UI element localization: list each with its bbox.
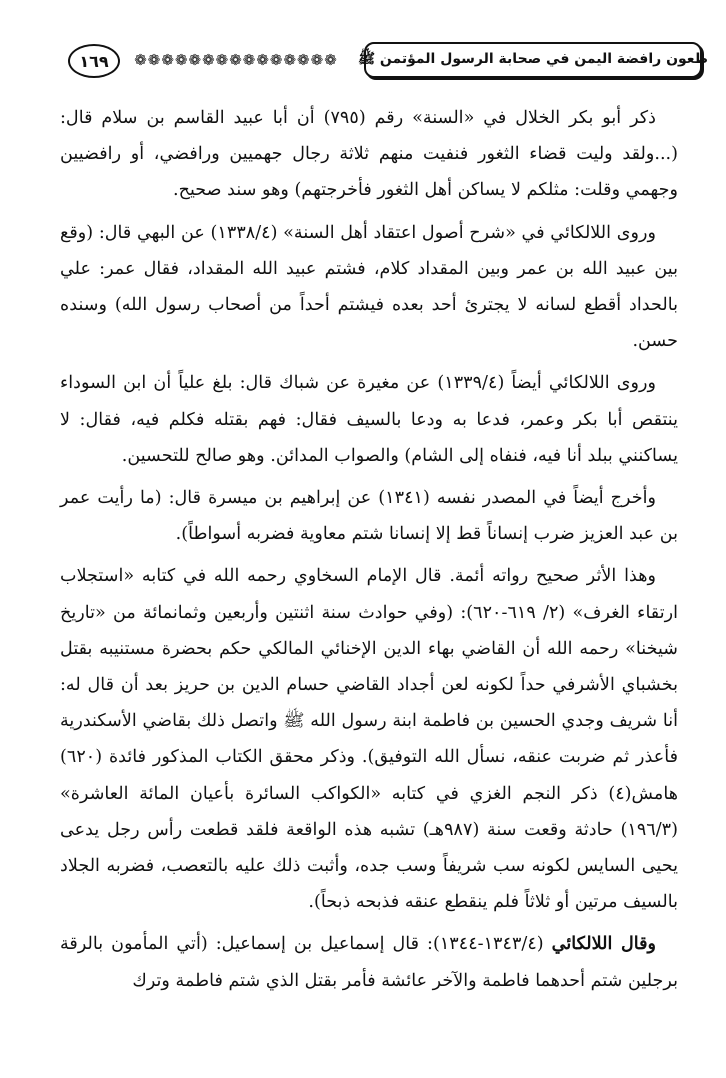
header-title-frame — [358, 42, 708, 78]
paragraph-6-lead: وقال اللالكائي — [551, 933, 656, 955]
paragraph-6 — [60, 926, 678, 998]
header-title: طعون رافضة اليمن في صحابة الرسول المؤتمن ﷺ — [358, 51, 708, 67]
page-number: ١٦٩ — [68, 44, 120, 78]
page-body — [60, 100, 678, 1005]
paragraph-6-text: (١٣٤٣/٤-١٣٤٤): قال إسماعيل بن إسماعيل: (أتي المأمون بالرقة برجلين شتم أحدهما فاطمة والآخر عائشة فأمر بقتل الذي شتم فاطمة وترك — [60, 934, 678, 991]
paragraph-3: وروى اللالكائي أيضاً (١٣٣٩/٤) عن مغيرة عن شباك قال: بلغ علياً أن ابن السوداء ينتقص أبا بكر وعمر، فدعا به ودعا بالسيف فقال: فهم بقتله فكلم فيه، فقال: لا يساكنني ببلد أنا فيه، فنفاه إلى الشام) والصواب المدائن. وهو صالح للتحسين. — [60, 373, 678, 466]
paragraph-2: وروى اللالكائي في «شرح أصول اعتقاد أهل السنة» (١٣٣٨/٤) عن البهي قال: (وقع بين عبيد الله بن عمر وبين المقداد كلام، فشتم عبيد الله المقداد، فقال عمر: علي بالحداد أقطع لسانه لا يجترئ أحد بعده فيشتم أحداً من أصحاب رسول الله) وسنده حسن. — [60, 222, 678, 352]
paragraph-1: ذكر أبو بكر الخلال في «السنة» رقم (٧٩٥) أن أبا عبيد القاسم بن سلام قال: (...ولقد وليت قضاء الثغور فنفيت منهم ثلاثة رجال جهميين ورافضي، أو رافضيين وجهمي وقلت: مثلكم لا يساكن أهل الثغور فأخرجتهم) وهو سند صحيح. — [60, 108, 678, 201]
page-header — [62, 38, 708, 88]
header-ornament: ❁❁❁❁❁❁❁❁❁❁❁❁❁❁❁ — [134, 51, 338, 69]
paragraph-5: وهذا الأثر صحيح رواته أئمة. قال الإمام السخاوي رحمه الله في كتابه «استجلاب ارتقاء الغرف» (٢/ ٦١٩-٦٢٠): (وفي حوادث سنة اثنتين وأربعين وثمانمائة من «تاريخ شيخنا» رحمه الله أن القاضي بهاء الدين الإخنائي المالكي حكم بحضرة مستنيبه بقتل بخشباي الأشرفي حداً لكونه لعن أجداد القاضي حسام الدين بن حريز بعد أن قال له: أنا شريف وجدي الحسين بن فاطمة ابنة رسول الله ﷺ واتصل ذلك بقاضي الأسكندرية فأعذر ثم ضربت عنقه، نسأل الله التوفيق). وذكر محقق الكتاب المذكور فائدة (٦٢٠) هامش(٤) ذكر النجم الغزي في كتابه «الكواكب السائرة بأعيان المائة العاشرة» (١٩٦/٣) حادثة وقعت سنة (٩٨٧هـ) تشبه هذه الواقعة فلقد قطعت رأس رجل يدعى يحيى السايس لكونه سب شريفاً وسب جده، وأثبت ذلك عليه بالتعصب، فضربه الجلاد بالسيف مرتين أو ثلاثاً فلم ينقطع عنقه فذبحه ذبحاً). — [60, 566, 678, 913]
paragraph-4: وأخرج أيضاً في المصدر نفسه (١٣٤١) عن إبراهيم بن ميسرة قال: (ما رأيت عمر بن عبد العزيز ضرب إنساناً قط إلا إنسانا شتم معاوية فضربه أسواطاً). — [60, 488, 678, 545]
